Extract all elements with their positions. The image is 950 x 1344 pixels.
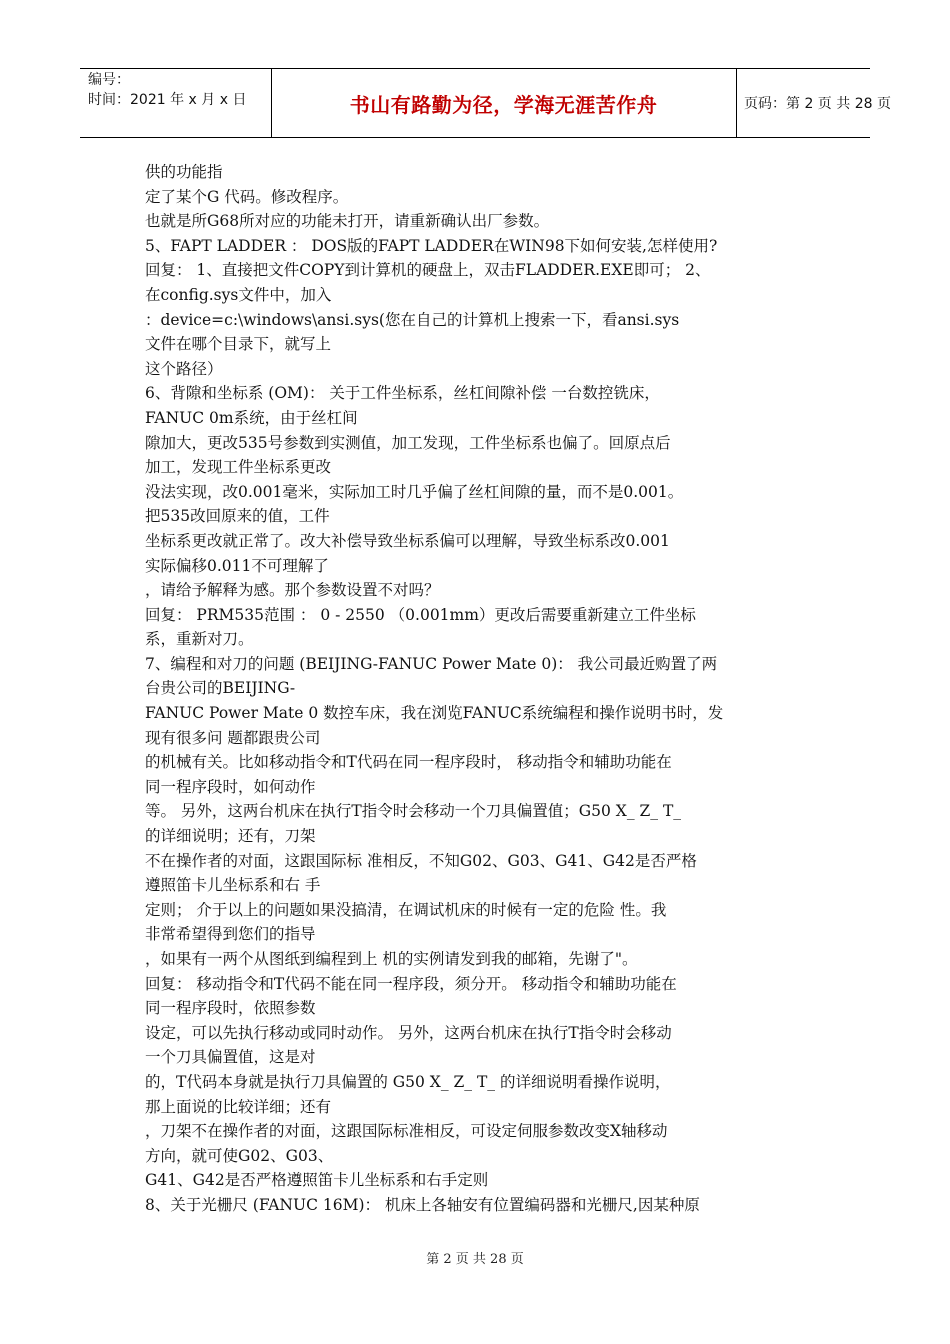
text-line: 台贵公司的BEIJING-	[145, 679, 296, 698]
text-line: ，请给予解释为感。那个参数设置不对吗？	[145, 581, 440, 600]
text-line: 的，T代码本身就是执行刀具偏置的 G50 X_ Z_ T_ 的详细说明看操作说明，	[145, 1072, 671, 1091]
text-line: 6、背隙和坐标系 (OM)： 关于工件坐标系，丝杠间隙补偿 一台数控铣床，	[145, 384, 660, 403]
text-line: 5、FAPT LADDER ： DOS版的FAPT LADDER在WIN98下如何安装,怎样使用?	[145, 236, 718, 255]
text-line: 设定，可以先执行移动或同时动作。 另外，这两台机床在执行T指令时会移动	[145, 1023, 672, 1042]
document-body	[145, 160, 810, 1218]
header-page-info: 页码：第 2 页 共 28 页	[744, 96, 891, 112]
document-number-label: 编号：	[88, 72, 130, 88]
text-line: 8、关于光栅尺 (FANUC 16M)： 机床上各轴安有位置编码器和光栅尺,因某种原	[145, 1195, 700, 1214]
text-line: 供的功能指	[145, 163, 223, 181]
text-line: 的机械有关。比如移动指令和T代码在同一程序段时， 移动指令和辅助功能在	[145, 753, 672, 772]
text-line: ：device=c:\windows\ansi.sys(您在自己的计算机上搜索一下，看ansi.sys	[145, 310, 680, 329]
text-line: FANUC Power Mate 0 数控车床，我在浏览FANUC系统编程和操作说明书时，发	[145, 704, 724, 723]
document-date: 时间：2021 年 x 月 x 日	[88, 92, 247, 108]
text-line: 回复： PRM535范围 ： 0 - 2550 （0.001mm）更改后需要重新建立工件坐标	[145, 605, 696, 624]
text-line: 不在操作者的对面，这跟国际标 准相反，不知G02、G03、G41、G42是否严格	[145, 851, 697, 870]
text-line: 也就是所G68所对应的功能未打开，请重新确认出厂参数。	[145, 212, 550, 231]
text-line: 现有很多问 题都跟贵公司	[145, 728, 321, 747]
text-line: 定了某个G 代码。修改程序。	[145, 187, 349, 206]
text-line: 加工，发现工件坐标系更改	[145, 458, 332, 477]
text-line: 这个路径）	[145, 359, 223, 378]
text-line: G41、G42是否严格遵照笛卡儿坐标系和右手定则	[145, 1171, 489, 1190]
text-line: ，如果有一两个从图纸到编程到上 机的实例请发到我的邮箱，先谢了"。	[145, 950, 638, 968]
text-line: 的详细说明；还有，刀架	[145, 827, 316, 846]
text-line: 没法实现，改0.001毫米，实际加工时几乎偏了丝杠间隙的量，而不是0.001。	[145, 482, 684, 501]
text-line: 同一程序段时，如何动作	[145, 777, 316, 796]
page-footer: 第 2 页 共 28 页	[426, 1252, 524, 1267]
text-line: 回复： 移动指令和T代码不能在同一程序段，须分开。 移动指令和辅助功能在	[145, 974, 677, 993]
text-line: ，刀架不在操作者的对面，这跟国际标准相反，可设定伺服参数改变X轴移动	[145, 1122, 668, 1141]
text-line: 实际偏移0.011不可理解了	[145, 556, 329, 575]
text-line: 在config.sys文件中，加入	[145, 285, 332, 304]
text-line: 定则； 介于以上的问题如果没搞清，在调试机床的时候有一定的危险 性。我	[145, 900, 667, 919]
text-line: 回复： 1、直接把文件COPY到计算机的硬盘上，双击FLADDER.EXE即可； 2、	[145, 261, 711, 280]
text-line: 同一程序段时，依照参数	[145, 999, 316, 1018]
text-line: 一个刀具偏置值，这是对	[145, 1048, 316, 1067]
text-line: 系，重新对刀。	[145, 630, 254, 649]
text-line: 非常希望得到您们的指导	[145, 925, 316, 944]
text-line: 把535改回原来的值，工件	[145, 507, 330, 526]
text-line: 方向，就可使G02、G03、	[145, 1146, 334, 1165]
header-motto: 书山有路勤为径，学海无涯苦作舟	[271, 69, 737, 137]
page-header	[80, 68, 891, 138]
text-line: 那上面说的比较详细；还有	[145, 1097, 332, 1116]
text-line: 遵照笛卡儿坐标系和右 手	[145, 876, 321, 895]
text-line: 隙加大，更改535号参数到实测值，加工发现，工件坐标系也偏了。回原点后	[145, 433, 671, 452]
text-line: 坐标系更改就正常了。改大补偿导致坐标系偏可以理解，导致坐标系改0.001	[145, 531, 670, 550]
text-line: 文件在哪个目录下，就写上	[145, 335, 332, 354]
text-line: 等。 另外，这两台机床在执行T指令时会移动一个刀具偏置值；G50 X_ Z_ T_	[145, 802, 682, 821]
text-line: FANUC 0m系统，由于丝杠间	[145, 408, 358, 427]
header-info-cell	[80, 69, 272, 137]
text-line: 7、编程和对刀的问题 (BEIJING-FANUC Power Mate 0)： 我公司最近购置了两	[145, 654, 718, 673]
